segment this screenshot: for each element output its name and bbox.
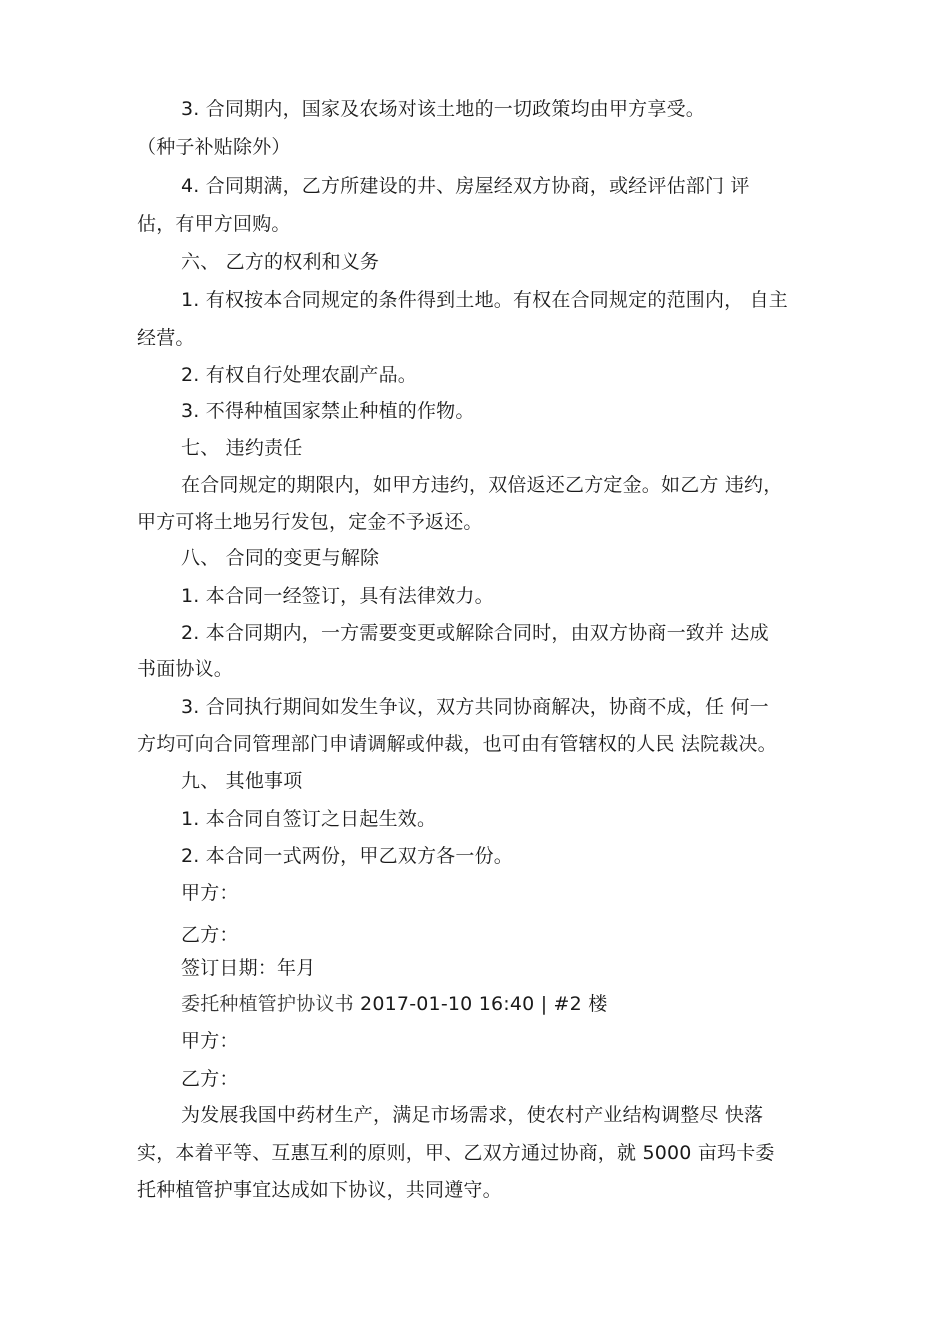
clause-3-policy: 3. 合同期内，国家及农场对该土地的一切政策均由甲方享受。 — [181, 98, 705, 120]
intro-paragraph-cont2: 托种植管护事宜达成如下协议，共同遵守。 — [137, 1179, 502, 1201]
clause-3-policy-cont: （种子补贴除外） — [137, 136, 291, 158]
party-b2-label: 乙方： — [181, 1068, 239, 1090]
clause-8-3-cont: 方均可向合同管理部门申请调解或仲裁，也可由有管辖权的人民 法院裁决。 — [137, 733, 777, 755]
party-a2-label: 甲方： — [181, 1030, 239, 1052]
clause-6-2: 2. 有权自行处理农副产品。 — [181, 364, 417, 386]
clause-9-2: 2. 本合同一式两份，甲乙双方各一份。 — [181, 845, 513, 867]
intro-paragraph: 为发展我国中药材生产，满足市场需求，使农村产业结构调整尽 快落 — [181, 1104, 764, 1126]
clause-8-2: 2. 本合同期内，一方需要变更或解除合同时，由双方协商一致并 达成 — [181, 622, 769, 644]
sign-date-label: 签订日期：年月 — [181, 957, 316, 979]
section-7-heading: 七、 违约责任 — [181, 437, 303, 459]
section-6-heading: 六、 乙方的权利和义务 — [181, 251, 380, 273]
party-a-label: 甲方： — [181, 882, 239, 904]
section-8-heading: 八、 合同的变更与解除 — [181, 547, 380, 569]
clause-8-2-cont: 书面协议。 — [137, 658, 234, 680]
post-meta: 2017-01-10 16:40 | #2 楼 — [353, 993, 608, 1015]
section-9-heading: 九、 其他事项 — [181, 770, 303, 792]
clause-6-1-cont: 经营。 — [137, 327, 195, 349]
clause-4-expiry-cont: 估，有甲方回购。 — [137, 213, 291, 235]
party-b-label: 乙方： — [181, 924, 239, 946]
clause-8-3: 3. 合同执行期间如发生争议，双方共同协商解决，协商不成，任 何一 — [181, 696, 769, 718]
clause-7-text-cont: 甲方可将土地另行发包，定金不予返还。 — [137, 511, 483, 533]
clause-7-text: 在合同规定的期限内，如甲方违约，双倍返还乙方定金。如乙方 违约， — [181, 474, 783, 496]
clause-4-expiry: 4. 合同期满，乙方所建设的井、房屋经双方协商，或经评估部门 评 — [181, 175, 750, 197]
post-header — [181, 991, 607, 1017]
clause-8-1: 1. 本合同一经签订，具有法律效力。 — [181, 585, 494, 607]
clause-6-1: 1. 有权按本合同规定的条件得到土地。有权在合同规定的范围内， 自主 — [181, 289, 789, 311]
clause-9-1: 1. 本合同自签订之日起生效。 — [181, 808, 437, 830]
intro-paragraph-cont1: 实，本着平等、互惠互利的原则，甲、乙双方通过协商，就 5000 亩玛卡委 — [137, 1142, 775, 1164]
clause-6-3: 3. 不得种植国家禁止种植的作物。 — [181, 400, 475, 422]
post-title: 委托种植管护协议书 — [181, 993, 354, 1015]
